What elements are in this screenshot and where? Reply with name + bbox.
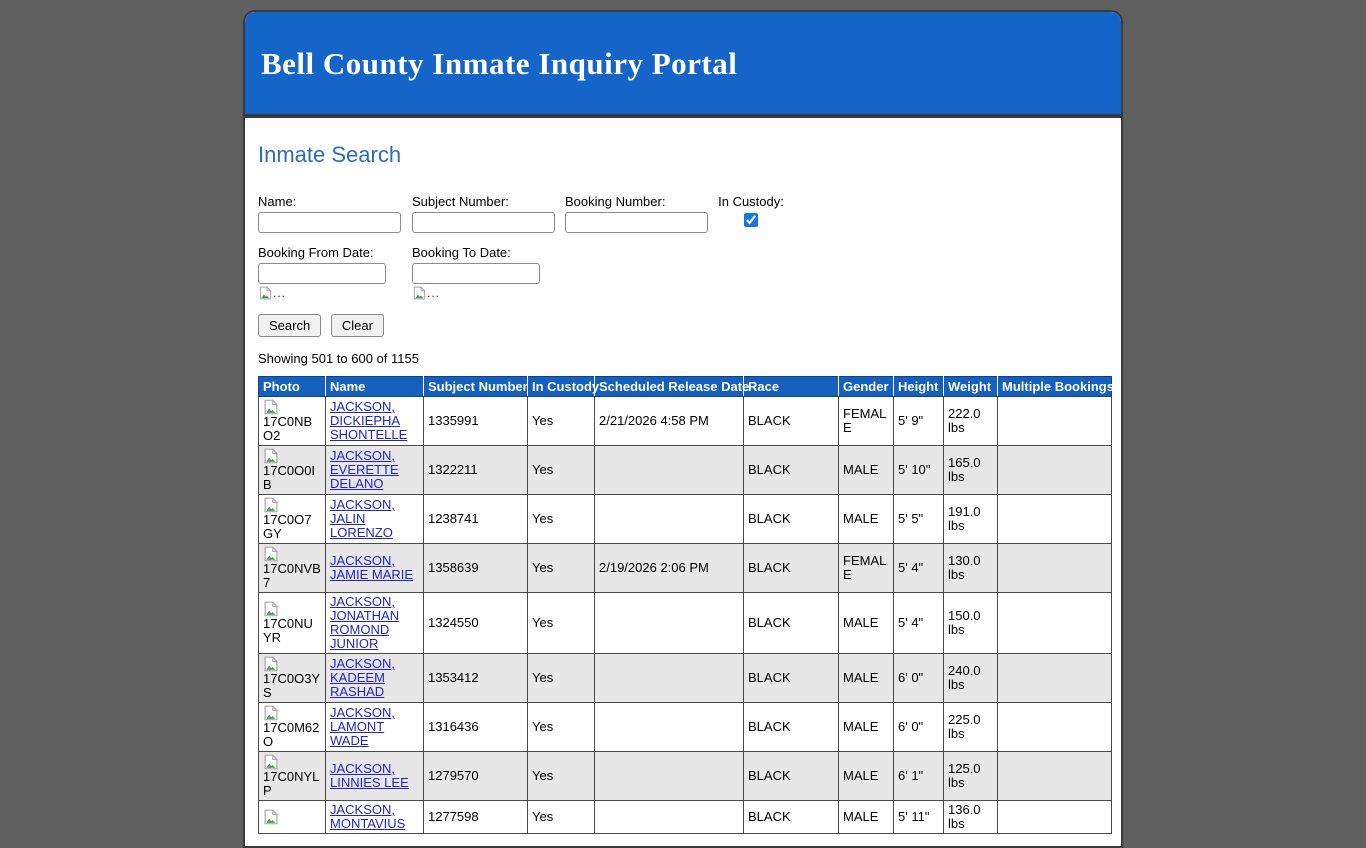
in-custody-cell: Yes bbox=[528, 801, 595, 834]
page-title: Bell County Inmate Inquiry Portal bbox=[261, 46, 738, 81]
gender-cell: MALE bbox=[839, 593, 894, 654]
form-buttons bbox=[258, 314, 1108, 337]
inmate-name-link[interactable]: JACKSON, MONTAVIUS bbox=[330, 802, 406, 831]
release-date-cell: 2/19/2026 2:06 PM bbox=[595, 544, 744, 593]
in-custody-cell: Yes bbox=[528, 654, 595, 703]
gender-cell: MALE bbox=[839, 495, 894, 544]
name-field-group bbox=[258, 194, 412, 233]
multiple-bookings-cell bbox=[998, 397, 1112, 446]
race-cell: BLACK bbox=[744, 654, 839, 703]
gender-cell: FEMALE bbox=[839, 397, 894, 446]
height-cell: 5' 4" bbox=[894, 593, 944, 654]
release-date-cell bbox=[595, 654, 744, 703]
race-cell: BLACK bbox=[744, 544, 839, 593]
name-cell bbox=[326, 446, 424, 495]
height-cell: 5' 5" bbox=[894, 495, 944, 544]
release-date-cell bbox=[595, 495, 744, 544]
table-row bbox=[259, 544, 1112, 593]
race-cell: BLACK bbox=[744, 801, 839, 834]
multiple-bookings-cell bbox=[998, 446, 1112, 495]
inmate-name-link[interactable]: JACKSON, JAMIE MARIE bbox=[330, 553, 414, 582]
results-table bbox=[258, 376, 1112, 834]
search-form-row-1 bbox=[258, 194, 1108, 233]
photo-cell bbox=[259, 446, 326, 495]
release-date-cell bbox=[595, 752, 744, 801]
subject-number-cell: 1335991 bbox=[424, 397, 528, 446]
weight-cell: 240.0 lbs bbox=[944, 654, 998, 703]
booking-to-date-input[interactable] bbox=[412, 263, 540, 284]
in-custody-cell: Yes bbox=[528, 544, 595, 593]
photo-cell bbox=[259, 544, 326, 593]
photo-cell bbox=[259, 752, 326, 801]
name-cell bbox=[326, 801, 424, 834]
booking-from-date-input[interactable] bbox=[258, 263, 386, 284]
race-cell: BLACK bbox=[744, 703, 839, 752]
height-cell: 5' 11" bbox=[894, 801, 944, 834]
release-date-cell bbox=[595, 703, 744, 752]
weight-cell: 136.0 lbs bbox=[944, 801, 998, 834]
weight-cell: 222.0 lbs bbox=[944, 397, 998, 446]
in-custody-checkbox[interactable] bbox=[744, 213, 758, 227]
weight-cell: 165.0 lbs bbox=[944, 446, 998, 495]
broken-image-icon bbox=[263, 705, 279, 721]
race-cell: BLACK bbox=[744, 446, 839, 495]
inmate-name-link[interactable]: JACKSON, LAMONT WADE bbox=[330, 705, 396, 748]
multiple-bookings-cell bbox=[998, 703, 1112, 752]
from-date-picker[interactable] bbox=[258, 286, 412, 300]
inmate-name-link[interactable]: JACKSON, LINNIES LEE bbox=[330, 761, 409, 790]
release-date-cell: 2/21/2026 4:58 PM bbox=[595, 397, 744, 446]
release-date-cell bbox=[595, 446, 744, 495]
subject-number-label: Subject Number: bbox=[412, 194, 509, 209]
multiple-bookings-cell bbox=[998, 654, 1112, 703]
table-row bbox=[259, 752, 1112, 801]
broken-image-icon bbox=[263, 448, 279, 464]
broken-image-icon bbox=[263, 399, 279, 415]
subject-number-cell: 1238741 bbox=[424, 495, 528, 544]
search-button[interactable]: Search bbox=[258, 314, 321, 337]
subject-number-cell: 1316436 bbox=[424, 703, 528, 752]
in-custody-label: In Custody: bbox=[718, 194, 784, 209]
multiple-bookings-cell bbox=[998, 801, 1112, 834]
search-form-row-2 bbox=[258, 245, 1108, 300]
photo-alt-text: 17C0NUYR bbox=[263, 616, 313, 645]
table-row bbox=[259, 593, 1112, 654]
table-row bbox=[259, 446, 1112, 495]
height-cell: 5' 4" bbox=[894, 544, 944, 593]
booking-number-field-group bbox=[565, 194, 718, 233]
booking-from-date-label: Booking From Date: bbox=[258, 245, 374, 260]
table-row bbox=[259, 397, 1112, 446]
gender-cell: MALE bbox=[839, 752, 894, 801]
broken-image-icon bbox=[263, 546, 279, 562]
name-cell bbox=[326, 495, 424, 544]
booking-number-label: Booking Number: bbox=[565, 194, 666, 209]
banner bbox=[245, 12, 1121, 118]
portal-card bbox=[243, 10, 1123, 848]
subject-number-cell: 1353412 bbox=[424, 654, 528, 703]
photo-cell bbox=[259, 495, 326, 544]
calendar-broken-image-icon bbox=[258, 286, 273, 300]
in-custody-cell: Yes bbox=[528, 703, 595, 752]
in-custody-cell: Yes bbox=[528, 593, 595, 654]
weight-cell: 125.0 lbs bbox=[944, 752, 998, 801]
weight-cell: 225.0 lbs bbox=[944, 703, 998, 752]
multiple-bookings-cell bbox=[998, 752, 1112, 801]
subject-number-input[interactable] bbox=[412, 212, 555, 233]
column-header-scheduled-release-date: Scheduled Release Date bbox=[595, 377, 744, 397]
race-cell: BLACK bbox=[744, 397, 839, 446]
photo-alt-text: 17C0M62O bbox=[263, 720, 320, 749]
name-cell bbox=[326, 654, 424, 703]
column-header-weight: Weight bbox=[944, 377, 998, 397]
inmate-name-link[interactable]: JACKSON, DICKIEPHA SHONTELLE bbox=[330, 399, 408, 442]
subject-number-cell: 1358639 bbox=[424, 544, 528, 593]
gender-cell: MALE bbox=[839, 801, 894, 834]
table-header-row bbox=[259, 377, 1112, 397]
broken-image-icon bbox=[263, 497, 279, 513]
weight-cell: 150.0 lbs bbox=[944, 593, 998, 654]
calendar-broken-image-icon bbox=[412, 286, 427, 300]
table-row bbox=[259, 801, 1112, 834]
inmate-name-link[interactable]: JACKSON, KADEEM RASHAD bbox=[330, 656, 396, 699]
in-custody-cell: Yes bbox=[528, 495, 595, 544]
broken-image-icon bbox=[263, 809, 279, 825]
table-row bbox=[259, 654, 1112, 703]
name-cell bbox=[326, 397, 424, 446]
booking-number-input[interactable] bbox=[565, 212, 708, 233]
column-header-gender: Gender bbox=[839, 377, 894, 397]
name-cell bbox=[326, 544, 424, 593]
to-date-picker[interactable] bbox=[412, 286, 566, 300]
gender-cell: MALE bbox=[839, 703, 894, 752]
release-date-cell bbox=[595, 593, 744, 654]
subject-number-field-group bbox=[412, 194, 565, 233]
height-cell: 6' 0" bbox=[894, 654, 944, 703]
column-header-race: Race bbox=[744, 377, 839, 397]
photo-cell bbox=[259, 801, 326, 834]
clear-button[interactable]: Clear bbox=[331, 314, 384, 337]
photo-alt-text: 17C0NBO2 bbox=[263, 414, 313, 443]
name-cell bbox=[326, 752, 424, 801]
photo-cell bbox=[259, 397, 326, 446]
column-header-subject-number: Subject Number bbox=[424, 377, 528, 397]
content-area bbox=[245, 118, 1121, 846]
photo-cell bbox=[259, 593, 326, 654]
race-cell: BLACK bbox=[744, 593, 839, 654]
height-cell: 5' 9" bbox=[894, 397, 944, 446]
broken-image-icon bbox=[263, 754, 279, 770]
in-custody-cell: Yes bbox=[528, 446, 595, 495]
multiple-bookings-cell bbox=[998, 593, 1112, 654]
photo-cell bbox=[259, 654, 326, 703]
booking-from-date-field-group bbox=[258, 245, 412, 300]
photo-alt-text: 17C0O7GY bbox=[263, 512, 312, 541]
results-summary: Showing 501 to 600 of 1155 bbox=[258, 351, 419, 366]
height-cell: 6' 0" bbox=[894, 703, 944, 752]
from-date-picker-alt-text: ... bbox=[273, 286, 287, 300]
inmate-name-link[interactable]: JACKSON, JONATHAN ROMOND JUNIOR bbox=[330, 594, 400, 651]
photo-alt-text: 17C0O3YS bbox=[263, 671, 321, 700]
in-custody-cell: Yes bbox=[528, 752, 595, 801]
column-header-height: Height bbox=[894, 377, 944, 397]
name-cell bbox=[326, 703, 424, 752]
inmate-name-link[interactable]: JACKSON, JALIN LORENZO bbox=[330, 497, 396, 540]
weight-cell: 130.0 lbs bbox=[944, 544, 998, 593]
booking-to-date-field-group bbox=[412, 245, 566, 300]
race-cell: BLACK bbox=[744, 752, 839, 801]
in-custody-cell: Yes bbox=[528, 397, 595, 446]
subject-number-cell: 1322211 bbox=[424, 446, 528, 495]
column-header-name: Name bbox=[326, 377, 424, 397]
weight-cell: 191.0 lbs bbox=[944, 495, 998, 544]
photo-cell bbox=[259, 703, 326, 752]
name-cell bbox=[326, 593, 424, 654]
gender-cell: MALE bbox=[839, 654, 894, 703]
table-row bbox=[259, 495, 1112, 544]
gender-cell: MALE bbox=[839, 446, 894, 495]
subject-number-cell: 1277598 bbox=[424, 801, 528, 834]
to-date-picker-alt-text: ... bbox=[427, 286, 441, 300]
gender-cell: FEMALE bbox=[839, 544, 894, 593]
inmate-name-link[interactable]: JACKSON, EVERETTE DELANO bbox=[330, 448, 399, 491]
subject-number-cell: 1324550 bbox=[424, 593, 528, 654]
name-label: Name: bbox=[258, 194, 297, 209]
subject-number-cell: 1279570 bbox=[424, 752, 528, 801]
multiple-bookings-cell bbox=[998, 544, 1112, 593]
name-input[interactable] bbox=[258, 212, 401, 233]
release-date-cell bbox=[595, 801, 744, 834]
multiple-bookings-cell bbox=[998, 495, 1112, 544]
column-header-in-custody: In Custody bbox=[528, 377, 595, 397]
race-cell: BLACK bbox=[744, 495, 839, 544]
height-cell: 6' 1" bbox=[894, 752, 944, 801]
height-cell: 5' 10" bbox=[894, 446, 944, 495]
photo-alt-text: 17C0NVB7 bbox=[263, 561, 321, 590]
photo-alt-text: 17C0NYLP bbox=[263, 769, 320, 798]
broken-image-icon bbox=[263, 601, 279, 617]
column-header-multiple-bookings: Multiple Bookings bbox=[998, 377, 1112, 397]
in-custody-field-group bbox=[718, 194, 784, 227]
table-row bbox=[259, 703, 1112, 752]
broken-image-icon bbox=[263, 656, 279, 672]
booking-to-date-label: Booking To Date: bbox=[412, 245, 511, 260]
column-header-photo: Photo bbox=[259, 377, 326, 397]
inmate-search-heading: Inmate Search bbox=[258, 142, 402, 167]
photo-alt-text: 17C0O0IB bbox=[263, 463, 316, 492]
